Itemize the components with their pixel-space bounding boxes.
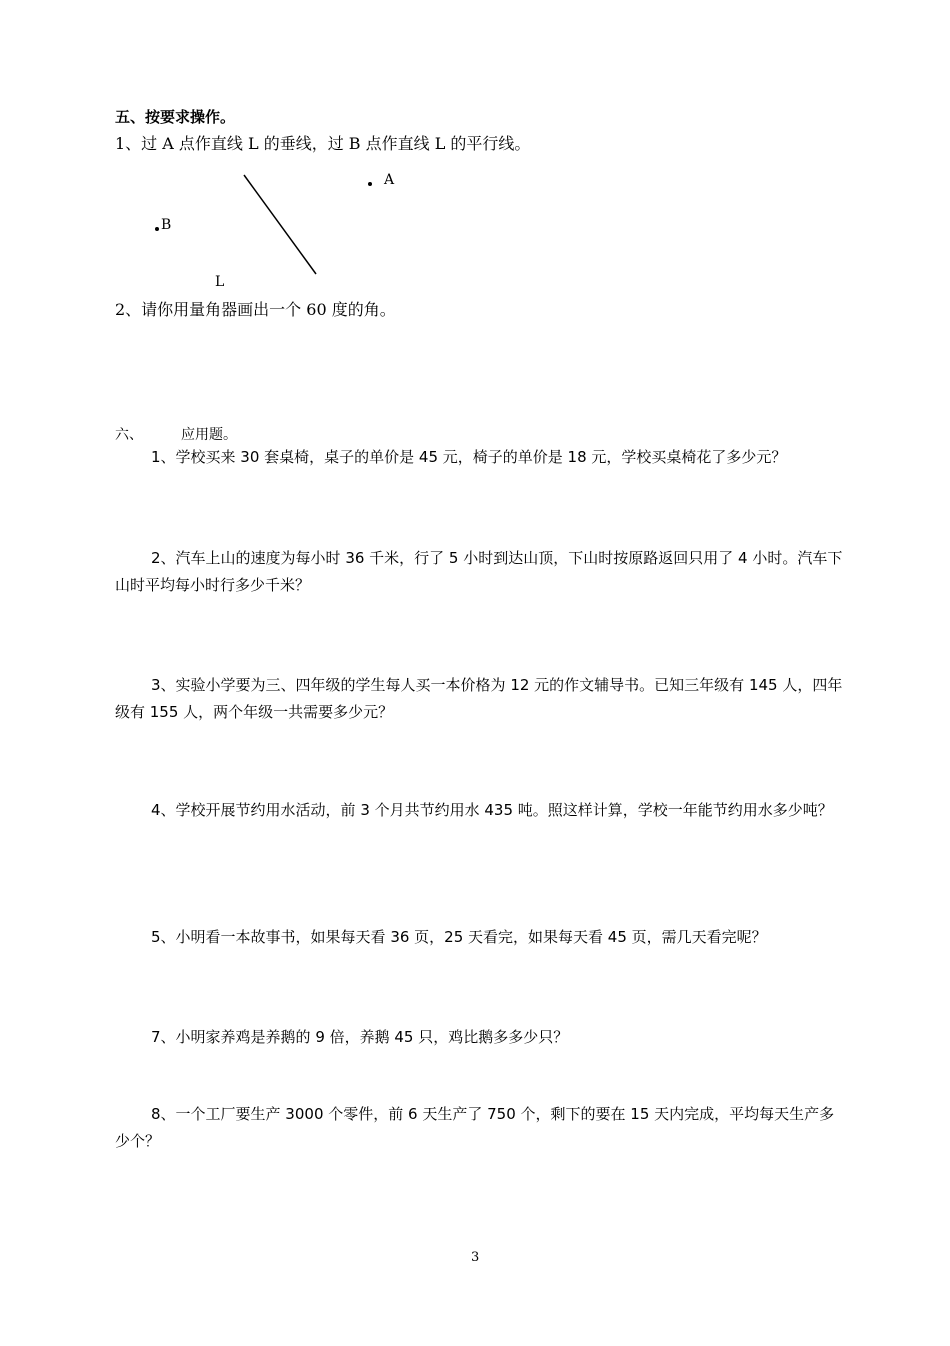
line-l (244, 175, 316, 274)
section5-question1: 1、过 A 点作直线 L 的垂线，过 B 点作直线 L 的平行线。 (115, 134, 531, 153)
point-b (155, 227, 159, 231)
problem-8: 8、一个工厂要生产 3000 个零件，前 6 天生产了 750 个，剩下的要在 15 天内完成，平均每天生产多少个？ (115, 1105, 835, 1150)
section5-question2: 2、请你用量角器画出一个 60 度的角。 (115, 300, 396, 319)
point-a (368, 182, 372, 186)
problem-5: 5、小明看一本故事书，如果每天看 36 页，25 天看完，如果每天看 45 页，需几天看完呢？ (151, 928, 767, 946)
label-b: B (161, 217, 172, 233)
problem-4: 4、学校开展节约用水活动，前 3 个月共节约用水 435 吨。照这样计算，学校一年能节约用水多少吨？ (151, 801, 833, 819)
label-l: L (215, 274, 225, 290)
section5-title: 五、按要求操作。 (115, 108, 236, 126)
problem-7: 7、小明家养鸡是养鹅的 9 倍，养鹅 45 只，鸡比鹅多多少只？ (151, 1028, 569, 1046)
problem-3: 3、实验小学要为三、四年级的学生每人买一本价格为 12 元的作文辅导书。已知三年级有 145 人，四年级有 155 人，两个年级一共需要多少元？ (115, 676, 843, 721)
section6-number: 六、 (115, 427, 143, 443)
label-a: A (384, 172, 395, 188)
section6-title: 应用题。 (181, 427, 237, 443)
problem-1: 1、学校买来 30 套桌椅，桌子的单价是 45 元，椅子的单价是 18 元，学校买桌椅花了多少元？ (151, 448, 787, 466)
problem-2: 2、汽车上山的速度为每小时 36 千米，行了 5 小时到达山顶，下山时按原路返回只用了 4 小时。汽车下山时平均每小时行多少千米？ (115, 549, 843, 594)
page-number: 3 (471, 1250, 480, 1265)
